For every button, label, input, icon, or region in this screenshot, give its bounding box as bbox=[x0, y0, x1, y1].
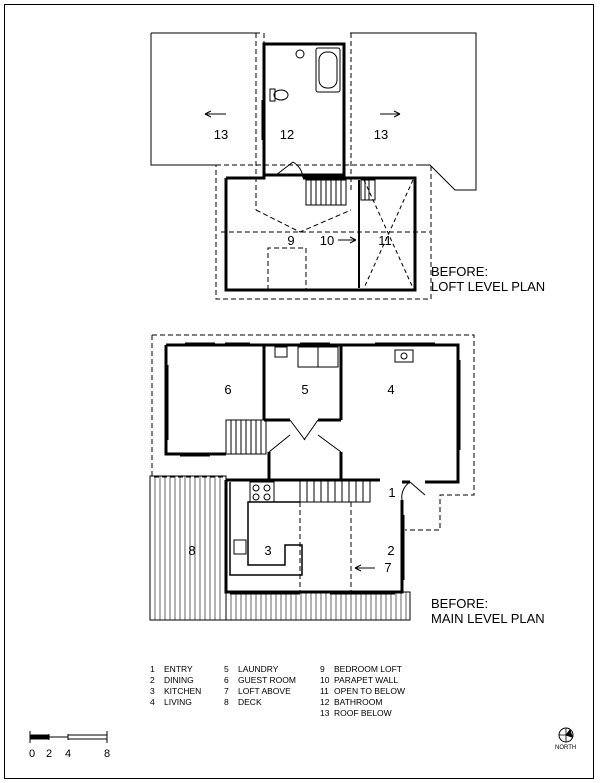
legend-item bbox=[224, 686, 296, 697]
legend-num: 3 bbox=[150, 686, 155, 696]
legend-label: DECK bbox=[238, 697, 262, 707]
legend-label: GUEST ROOM bbox=[238, 675, 296, 685]
room-label-laundry: 5 bbox=[301, 382, 309, 397]
legend-num: 10 bbox=[320, 675, 330, 685]
loft-above-arrow bbox=[355, 565, 375, 571]
north-arrow-icon bbox=[559, 728, 573, 742]
loft-level-title bbox=[431, 264, 545, 294]
room-label-guest-room: 6 bbox=[224, 382, 232, 397]
hall-door-swings bbox=[269, 420, 341, 452]
legend-item bbox=[320, 686, 405, 697]
scale-tick-2: 2 bbox=[45, 748, 53, 760]
legend-item bbox=[320, 664, 405, 675]
legend-column-2 bbox=[224, 664, 296, 708]
legend-label: ENTRY bbox=[164, 664, 193, 674]
entry-door-swing bbox=[402, 482, 425, 500]
bathroom-walls bbox=[264, 44, 344, 175]
legend-num: 5 bbox=[224, 664, 229, 674]
legend-label: LAUNDRY bbox=[238, 664, 279, 674]
legend-label: ROOF BELOW bbox=[334, 708, 392, 718]
legend-label: KITCHEN bbox=[164, 686, 202, 696]
room-label-dining: 2 bbox=[387, 543, 395, 558]
bathtub-inner bbox=[319, 52, 337, 88]
main-interior-walls bbox=[226, 345, 380, 480]
bathtub bbox=[316, 48, 340, 92]
legend-label: BATHROOM bbox=[334, 697, 383, 707]
roof-arrow-right bbox=[380, 111, 400, 117]
legend-num: 13 bbox=[320, 708, 330, 718]
scale-bar bbox=[30, 731, 107, 743]
scale-tick-4: 4 bbox=[64, 748, 72, 760]
toilet bbox=[274, 90, 288, 100]
legend-num: 7 bbox=[224, 686, 229, 696]
loft-title-line-1: BEFORE: bbox=[431, 264, 489, 279]
legend-item bbox=[150, 664, 201, 675]
roof-slope-dashed bbox=[221, 210, 430, 232]
legend-label: DINING bbox=[164, 675, 194, 685]
kitchen-counter bbox=[230, 482, 302, 575]
laundry-washer bbox=[275, 347, 287, 357]
north-label: NORTH bbox=[555, 745, 577, 751]
legend-num: 12 bbox=[320, 697, 330, 707]
main-windows bbox=[168, 343, 460, 594]
roof-outline bbox=[151, 33, 476, 190]
room-label-open-to-below: 11 bbox=[378, 233, 392, 248]
main-stair bbox=[300, 480, 370, 502]
legend-label: PARAPET WALL bbox=[334, 675, 399, 685]
deck-south bbox=[226, 592, 410, 620]
legend-num: 2 bbox=[150, 675, 155, 685]
legend-item bbox=[150, 686, 201, 697]
parapet-arrow bbox=[338, 237, 356, 243]
legend-column-3 bbox=[320, 664, 405, 719]
loft-title-line-2: LOFT LEVEL PLAN bbox=[431, 279, 546, 294]
legend-num: 11 bbox=[320, 686, 329, 696]
kitchen-sink bbox=[234, 540, 246, 554]
legend-num: 8 bbox=[224, 697, 229, 707]
roof-arrow-left bbox=[205, 111, 226, 117]
main-level-title bbox=[431, 596, 545, 626]
legend-label: LOFT ABOVE bbox=[238, 686, 291, 696]
legend-num: 1 bbox=[150, 664, 155, 674]
room-label-living: 4 bbox=[387, 382, 395, 397]
room-label-loft-above: 7 bbox=[384, 560, 392, 575]
legend-item bbox=[320, 675, 405, 686]
main-level-plan bbox=[150, 335, 474, 620]
legend-label: OPEN TO BELOW bbox=[334, 686, 406, 696]
loft-floor-opening bbox=[268, 248, 306, 290]
legend-item bbox=[224, 697, 296, 708]
legend-item bbox=[150, 697, 201, 708]
main-stair-guest bbox=[226, 420, 266, 454]
room-label-kitchen: 3 bbox=[264, 543, 272, 558]
legend-num: 6 bbox=[224, 675, 229, 685]
legend-label: BEDROOM LOFT bbox=[334, 664, 403, 674]
legend-item bbox=[320, 708, 405, 719]
loft-level-plan bbox=[151, 33, 476, 299]
room-label-roof-below-right: 13 bbox=[373, 127, 389, 142]
room-label-entry: 1 bbox=[388, 485, 396, 500]
scale-tick-0: 0 bbox=[28, 748, 36, 760]
room-label-roof-below-left: 13 bbox=[213, 127, 229, 142]
legend-item bbox=[224, 664, 296, 675]
scale-tick-8: 8 bbox=[103, 748, 111, 760]
legend-item bbox=[224, 675, 296, 686]
legend-num: 4 bbox=[150, 697, 155, 707]
room-label-deck: 8 bbox=[188, 543, 196, 558]
legend-num: 9 bbox=[320, 664, 325, 674]
loft-stair bbox=[306, 180, 375, 205]
legend-item bbox=[320, 697, 405, 708]
legend-item bbox=[150, 675, 201, 686]
sink bbox=[296, 50, 304, 58]
legend-label: LIVING bbox=[164, 697, 192, 707]
loft-above-dashed bbox=[300, 502, 351, 592]
room-label-bedroom-loft: 9 bbox=[287, 233, 295, 248]
deck-south-boards bbox=[231, 592, 406, 620]
room-label-parapet-wall: 10 bbox=[319, 233, 335, 248]
living-stove bbox=[395, 350, 413, 362]
room-label-bathroom: 12 bbox=[279, 127, 295, 142]
main-title-line-2: MAIN LEVEL PLAN bbox=[431, 611, 545, 626]
legend-column-1 bbox=[150, 664, 201, 708]
main-title-line-1: BEFORE: bbox=[431, 596, 489, 611]
